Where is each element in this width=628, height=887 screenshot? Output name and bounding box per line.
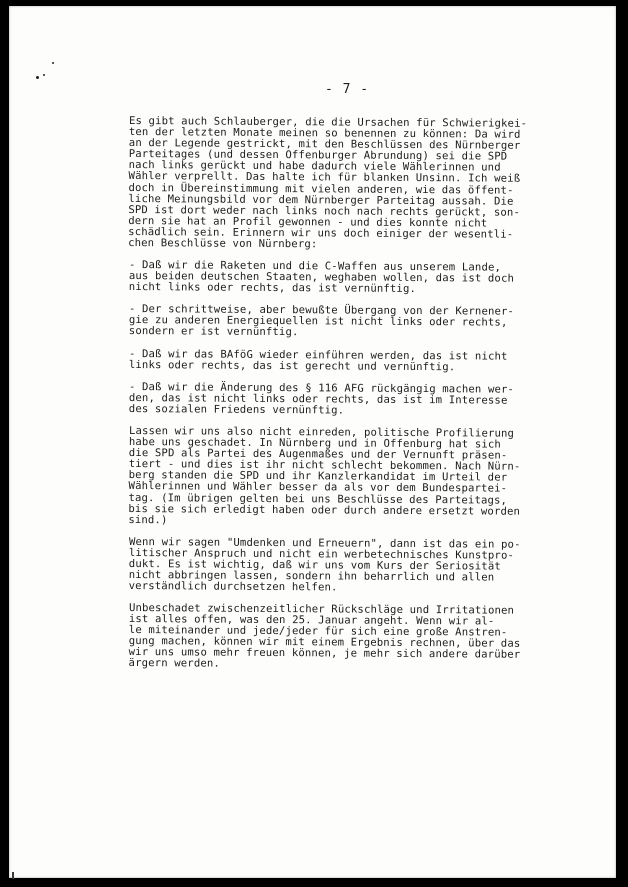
bullet-kernenergie: - Der schrittweise, aber bewußte Übergang von der Kernener- gie zu anderen Energiequellen ist nicht links oder rechts, sondern er ist vernünftig. [128,303,515,339]
scan-speck [43,74,45,76]
paragraph-umdenken: Wenn wir sagen "Umdenken und Erneuern", dann ist das ein po- litischer Anspruch und nicht ein werbetechnisches Kunstpro- dukt. Es ist wichtig, daß wir uns vom Kurs der Seriosität nicht abbringen lassen, sondern ihn beharrlich und allen verständlich durchsetzen helfen. [128,536,521,594]
bullet-afg: - Daß wir die Änderung des § 116 AFG rückgängig machen wer- den, das ist nicht links oder rechts, das ist im Interesse des sozialen Friedens vernünftig. [128,380,515,417]
document-page [9,6,616,878]
scan-mark [12,872,14,879]
body-text [129,116,569,681]
paragraph-profilierung: Lassen wir uns also nicht einreden, politische Profilierung habe uns geschadet. In Nürnberg und in Offenburg hat sich die SPD als Partei des Augenmaßes und der Vernunft präsen- tiert - und dies ist ihr nicht schlecht bekommen. Nach Nürn- berg standen die SPD und ihr Kanzlerkandidat im Urteil der Wählerinnen und Wähler besser da als vor dem Bundespartei- tag. (Im übrigen gelten bei uns Beschlüsse des Parteitags, bis sie sich erledigt haben oder durch andere ersetzt worden sind.) [128,425,521,527]
scan-speck [36,76,39,79]
page-number: - 7 - [325,82,370,97]
paragraph-ausblick: Unbeschadet zwischenzeitlicher Rückschläge und Irritationen ist alles offen, was den 25. Januar angeht. Wenn wir al- le miteinander und jede/jeder für sich eine große Anstren- gung machen, können wir mit einem Ergebnis rechnen, über das wir uns umso mehr freuen können, je mehr sich andere darüber ärgern werden. [128,602,521,671]
bullet-raketen: - Daß wir die Raketen und die C-Waffen aus unserem Lande, aus beiden deutschen Staaten, weghaben wollen, das ist doch nicht links oder rechts, das ist vernünftig. [128,259,515,296]
scan-speck [52,62,54,64]
paragraph-intro: Es gibt auch Schlauberger, die die Ursachen für Schwierigkei- ten der letzten Monate meinen so benennen zu können: Da wird an der Legende gestrickt, mit den Beschlüssen des Nürnberger Parteitages (und dessen Offenburger Abrundung) sei die SPD nach links gerückt und habe dadurch viele Wählerinnen und Wähler verprellt. Das halte ich für blanken Unsinn. Ich weiß doch in Übereinstimmung mit vielen anderen, wie das öffent- liche Meinungsbild vor dem Nürnberger Parteitag aussah. Die SPD ist dort weder nach links noch nach rechts gerückt, son- dern sie hat an Profil gewonnen - und dies konnte nicht schädlich sein. Erinnern wir uns doch einiger der wesentli- chen Beschlüsse von Nürnberg: [128,115,528,251]
bullet-bafoeg: - Daß wir das BAföG wieder einführen werden, das ist nicht links oder rechts, das ist gerecht und vernünftig. [128,347,508,374]
